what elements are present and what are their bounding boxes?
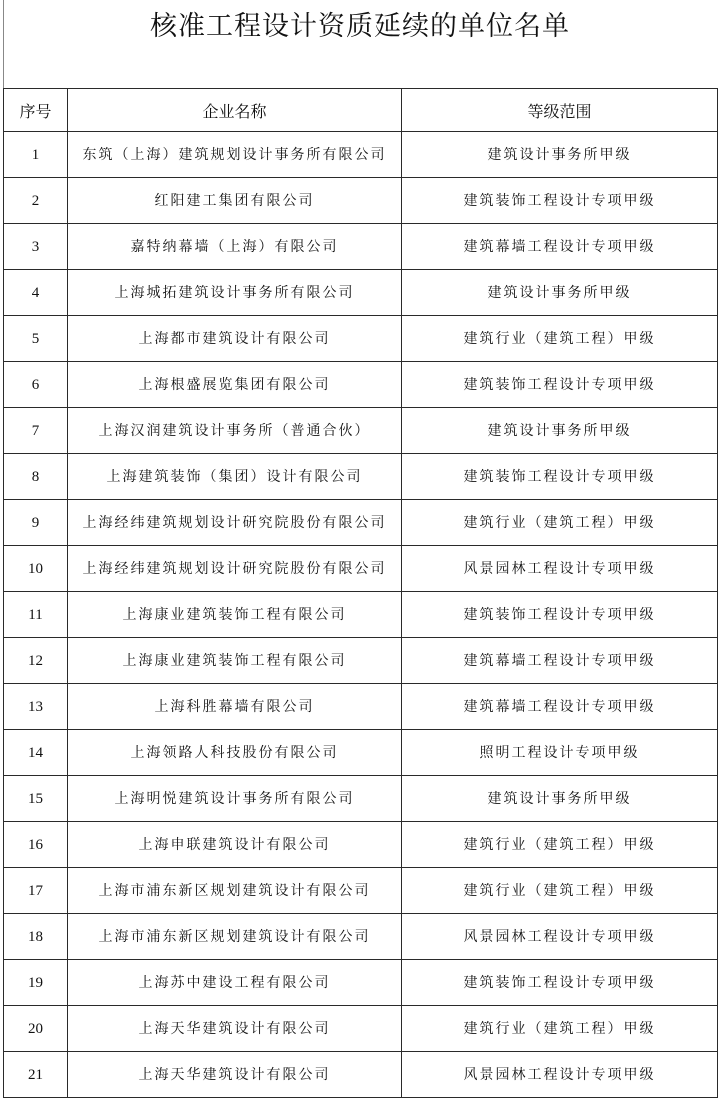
qualification-scope: 建筑装饰工程设计专项甲级 <box>402 454 718 500</box>
row-index: 2 <box>4 178 68 224</box>
qualification-scope: 建筑行业（建筑工程）甲级 <box>402 500 718 546</box>
table-row <box>4 454 718 500</box>
qualification-scope: 建筑行业（建筑工程）甲级 <box>402 1006 718 1052</box>
company-name: 东筑（上海）建筑规划设计事务所有限公司 <box>68 132 402 178</box>
row-index: 13 <box>4 684 68 730</box>
qualification-scope: 建筑设计事务所甲级 <box>402 776 718 822</box>
row-index: 6 <box>4 362 68 408</box>
page-edge-line <box>3 0 4 88</box>
qualification-scope: 建筑装饰工程设计专项甲级 <box>402 178 718 224</box>
company-table <box>3 88 718 1098</box>
company-name: 上海经纬建筑规划设计研究院股份有限公司 <box>68 546 402 592</box>
company-name: 上海苏中建设工程有限公司 <box>68 960 402 1006</box>
qualification-scope: 建筑行业（建筑工程）甲级 <box>402 316 718 362</box>
qualification-scope: 建筑装饰工程设计专项甲级 <box>402 592 718 638</box>
table-row <box>4 500 718 546</box>
company-name: 红阳建工集团有限公司 <box>68 178 402 224</box>
qualification-scope: 风景园林工程设计专项甲级 <box>402 546 718 592</box>
qualification-scope: 建筑设计事务所甲级 <box>402 132 718 178</box>
header-index: 序号 <box>4 89 68 132</box>
company-name: 上海天华建筑设计有限公司 <box>68 1006 402 1052</box>
row-index: 14 <box>4 730 68 776</box>
row-index: 7 <box>4 408 68 454</box>
qualification-scope: 建筑幕墙工程设计专项甲级 <box>402 684 718 730</box>
table-row <box>4 1052 718 1098</box>
company-name: 上海经纬建筑规划设计研究院股份有限公司 <box>68 500 402 546</box>
table-row <box>4 638 718 684</box>
header-company: 企业名称 <box>68 89 402 132</box>
company-name: 嘉特纳幕墙（上海）有限公司 <box>68 224 402 270</box>
table-row <box>4 730 718 776</box>
row-index: 21 <box>4 1052 68 1098</box>
header-scope: 等级范围 <box>402 89 718 132</box>
company-name: 上海康业建筑装饰工程有限公司 <box>68 638 402 684</box>
table-row <box>4 270 718 316</box>
table-row <box>4 546 718 592</box>
table-row <box>4 592 718 638</box>
row-index: 20 <box>4 1006 68 1052</box>
row-index: 19 <box>4 960 68 1006</box>
company-name: 上海城拓建筑设计事务所有限公司 <box>68 270 402 316</box>
row-index: 3 <box>4 224 68 270</box>
qualification-scope: 照明工程设计专项甲级 <box>402 730 718 776</box>
table-body <box>4 132 718 1098</box>
qualification-scope: 建筑设计事务所甲级 <box>402 408 718 454</box>
qualification-scope: 建筑装饰工程设计专项甲级 <box>402 960 718 1006</box>
row-index: 15 <box>4 776 68 822</box>
row-index: 11 <box>4 592 68 638</box>
row-index: 4 <box>4 270 68 316</box>
company-name: 上海建筑装饰（集团）设计有限公司 <box>68 454 402 500</box>
table-row <box>4 914 718 960</box>
row-index: 8 <box>4 454 68 500</box>
company-name: 上海科胜幕墙有限公司 <box>68 684 402 730</box>
qualification-scope: 风景园林工程设计专项甲级 <box>402 1052 718 1098</box>
qualification-scope: 建筑设计事务所甲级 <box>402 270 718 316</box>
qualification-scope: 建筑幕墙工程设计专项甲级 <box>402 638 718 684</box>
company-name: 上海根盛展览集团有限公司 <box>68 362 402 408</box>
table-row <box>4 316 718 362</box>
row-index: 10 <box>4 546 68 592</box>
table-row <box>4 868 718 914</box>
table-row <box>4 1006 718 1052</box>
company-name: 上海明悦建筑设计事务所有限公司 <box>68 776 402 822</box>
qualification-scope: 建筑幕墙工程设计专项甲级 <box>402 224 718 270</box>
row-index: 16 <box>4 822 68 868</box>
row-index: 1 <box>4 132 68 178</box>
table-row <box>4 362 718 408</box>
company-name: 上海市浦东新区规划建筑设计有限公司 <box>68 914 402 960</box>
row-index: 5 <box>4 316 68 362</box>
table-row <box>4 178 718 224</box>
table-row <box>4 960 718 1006</box>
company-name: 上海天华建筑设计有限公司 <box>68 1052 402 1098</box>
document-title: 核准工程设计资质延续的单位名单 <box>150 11 570 42</box>
table-row <box>4 776 718 822</box>
qualification-scope: 建筑装饰工程设计专项甲级 <box>402 362 718 408</box>
company-name: 上海汉润建筑设计事务所（普通合伙） <box>68 408 402 454</box>
qualification-scope: 建筑行业（建筑工程）甲级 <box>402 822 718 868</box>
company-name: 上海申联建筑设计有限公司 <box>68 822 402 868</box>
company-name: 上海领路人科技股份有限公司 <box>68 730 402 776</box>
table-row <box>4 408 718 454</box>
row-index: 17 <box>4 868 68 914</box>
table-row <box>4 822 718 868</box>
table-row <box>4 684 718 730</box>
table-row <box>4 224 718 270</box>
company-name: 上海市浦东新区规划建筑设计有限公司 <box>68 868 402 914</box>
company-name: 上海都市建筑设计有限公司 <box>68 316 402 362</box>
row-index: 18 <box>4 914 68 960</box>
table-row <box>4 132 718 178</box>
qualification-scope: 风景园林工程设计专项甲级 <box>402 914 718 960</box>
row-index: 12 <box>4 638 68 684</box>
qualification-scope: 建筑行业（建筑工程）甲级 <box>402 868 718 914</box>
company-name: 上海康业建筑装饰工程有限公司 <box>68 592 402 638</box>
row-index: 9 <box>4 500 68 546</box>
table-header-row <box>4 89 718 132</box>
